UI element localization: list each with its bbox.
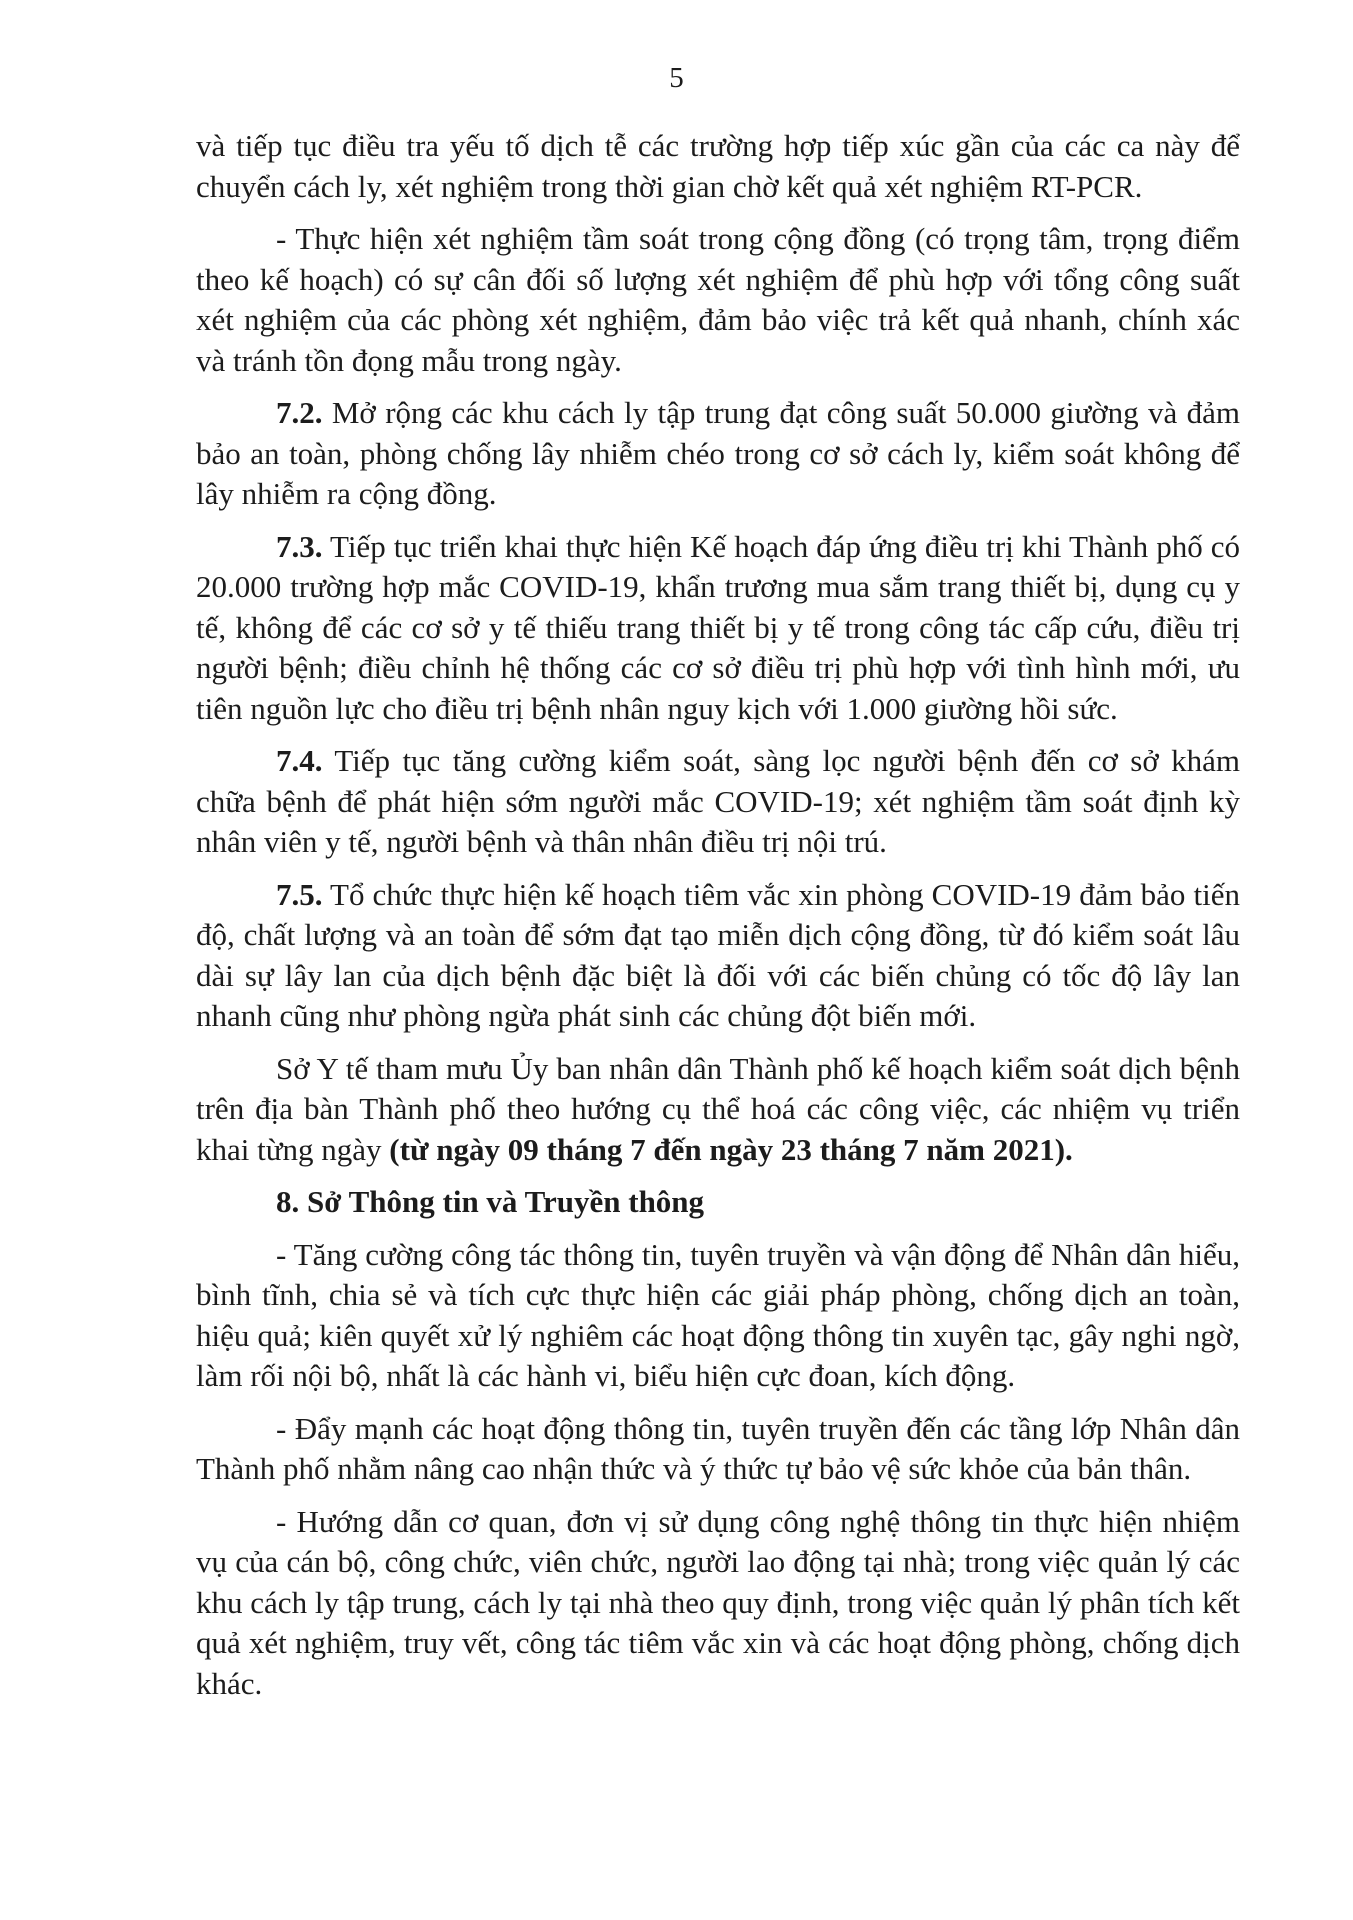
- page-number: 5: [669, 62, 684, 94]
- date-range-text: (từ ngày 09 tháng 7 đến ngày 23 tháng 7 năm 2021).: [389, 1131, 1073, 1167]
- document-body: [196, 126, 1240, 1716]
- section-heading-8: 8. Sở Thông tin và Truyền thông: [276, 1184, 705, 1219]
- section-label-7-5: 7.5.: [276, 876, 323, 912]
- paragraph-7-2: [196, 393, 1240, 515]
- paragraph-propaganda: - Đẩy mạnh các hoạt động thông tin, tuyên truyền đến các tầng lớp Nhân dân Thành phố nhằm nâng cao nhận thức và ý thức tự bảo vệ sức khỏe của bản thân.: [196, 1410, 1240, 1486]
- paragraph-communication: - Tăng cường công tác thông tin, tuyên truyền và vận động để Nhân dân hiểu, bình tĩnh, chia sẻ và tích cực thực hiện các giải pháp phòng, chống dịch an toàn, hiệu quả; kiên quyết xử lý nghiêm các hoạt động thông tin xuyên tạc, gây nghi ngờ, làm rối nội bộ, nhất là các hành vi, biểu hiện cực đoan, kích động.: [196, 1236, 1240, 1393]
- paragraph-continuation: và tiếp tục điều tra yếu tố dịch tễ các trường hợp tiếp xúc gần của các ca này để chuyển cách ly, xét nghiệm trong thời gian chờ kết quả xét nghiệm RT-PCR.: [196, 128, 1240, 204]
- section-label-7-2: 7.2.: [276, 395, 323, 430]
- paragraph-testing: - Thực hiện xét nghiệm tầm soát trong cộng đồng (có trọng tâm, trọng điểm theo kế hoạch) có sự cân đối số lượng xét nghiệm để phù hợp với tổng công suất xét nghiệm của các phòng xét nghiệm, đảm bảo việc trả kết quả nhanh, chính xác và tránh tồn đọng mẫu trong ngày.: [196, 221, 1240, 378]
- paragraph-health-dept-text: Sở Y tế tham mưu Ủy ban nhân dân Thành phố kế hoạch kiểm soát dịch bệnh trên địa bàn Thành phố theo hướng cụ thể hoá các công việc, các nhiệm vụ triển khai từng ngày: [196, 1050, 1240, 1167]
- paragraph-health-dept: [196, 1049, 1240, 1171]
- paragraph-7-4: [196, 741, 1240, 863]
- section-label-7-3: 7.3.: [276, 528, 323, 564]
- paragraph-7-5-text: Tổ chức thực hiện kế hoạch tiêm vắc xin phòng COVID-19 đảm bảo tiến độ, chất lượng và an toàn để sớm đạt tạo miễn dịch cộng đồng, từ đó kiểm soát lâu dài sự lây lan của dịch bệnh đặc biệt là đối với các biến chủng có tốc độ lây lan nhanh cũng như phòng ngừa phát sinh các chủng đột biến mới.: [196, 876, 1240, 1033]
- paragraph-7-4-text: Tiếp tục tăng cường kiểm soát, sàng lọc người bệnh đến cơ sở khám chữa bệnh để phát hiện sớm người mắc COVID-19; xét nghiệm tầm soát định kỳ nhân viên y tế, người bệnh và thân nhân điều trị nội trú.: [196, 743, 1240, 859]
- paragraph-7-3-text: Tiếp tục triển khai thực hiện Kế hoạch đáp ứng điều trị khi Thành phố có 20.000 trường hợp mắc COVID-19, khẩn trương mua sắm trang thiết bị, dụng cụ y tế, không để các cơ sở y tế thiếu trang thiết bị y tế trong công tác cấp cứu, điều trị người bệnh; điều chỉnh hệ thống các cơ sở điều trị phù hợp với tình hình mới, ưu tiên nguồn lực cho điều trị bệnh nhân nguy kịch với 1.000 giường hồi sức.: [196, 528, 1240, 726]
- paragraph-7-2-text: Mở rộng các khu cách ly tập trung đạt công suất 50.000 giường và đảm bảo an toàn, phòng chống lây nhiễm chéo trong cơ sở cách ly, kiểm soát không để lây nhiễm ra cộng đồng.: [196, 395, 1240, 511]
- paragraph-7-3: [196, 527, 1240, 730]
- section-label-7-4: 7.4.: [276, 743, 323, 778]
- paragraph-it-guidance: - Hướng dẫn cơ quan, đơn vị sử dụng công nghệ thông tin thực hiện nhiệm vụ của cán bộ, công chức, viên chức, người lao động tại nhà; trong việc quản lý các khu cách ly tập trung, cách ly tại nhà theo quy định, trong việc quản lý phân tích kết quả xét nghiệm, truy vết, công tác tiêm vắc xin và các hoạt động phòng, chống dịch khác.: [196, 1503, 1240, 1701]
- paragraph-7-5: [196, 875, 1240, 1037]
